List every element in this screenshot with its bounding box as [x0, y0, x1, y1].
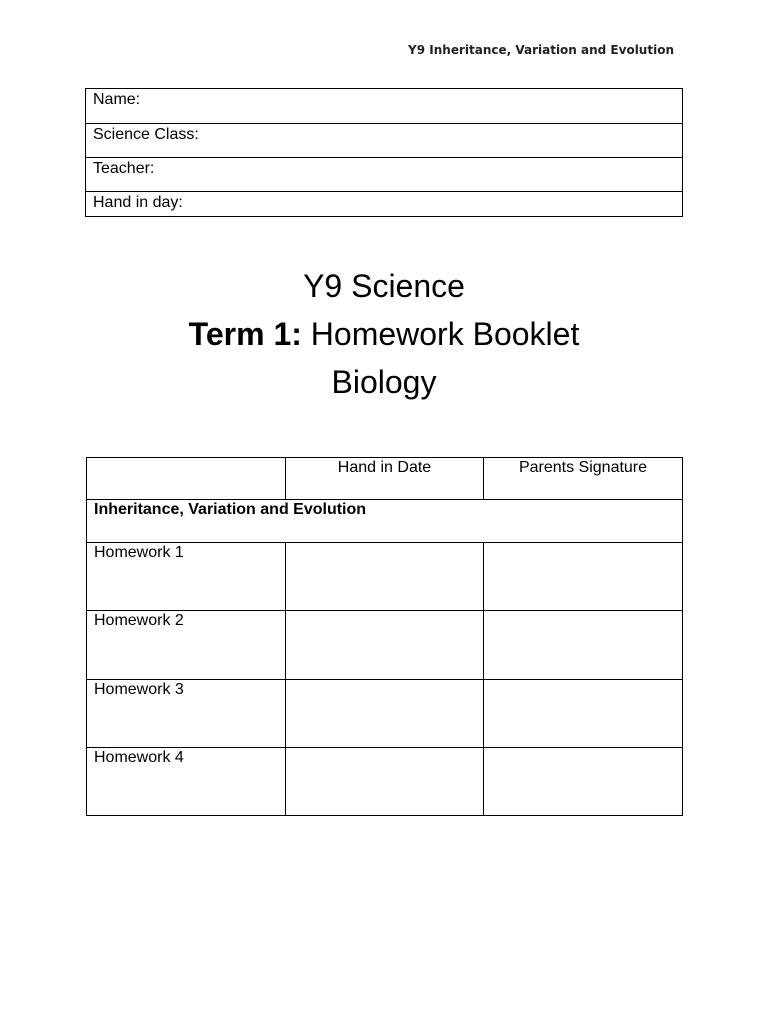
parents-signature-cell[interactable]	[484, 748, 683, 816]
title-line-1: Y9 Science	[303, 268, 465, 304]
header-cell-parents-signature: Parents Signature	[484, 458, 683, 500]
hand-in-day-field[interactable]	[86, 192, 683, 217]
parents-signature-cell[interactable]	[484, 543, 683, 611]
teacher-row	[86, 158, 683, 192]
parents-signature-cell[interactable]	[484, 680, 683, 748]
table-row	[87, 680, 683, 748]
table-row	[87, 543, 683, 611]
tracker-header-row	[87, 458, 683, 500]
name-label: Name:	[93, 91, 141, 108]
table-row	[87, 748, 683, 816]
tracker-section-row	[87, 500, 683, 543]
name-row	[86, 89, 683, 124]
title-line-2	[0, 310, 768, 358]
science-class-field[interactable]	[86, 124, 683, 158]
term-label: Term 1:	[188, 316, 302, 352]
hand-in-date-cell[interactable]	[286, 748, 484, 816]
homework-tracker-table	[86, 457, 683, 816]
science-class-label: Science Class:	[93, 126, 199, 143]
term-rest: Homework Booklet	[301, 316, 580, 352]
science-class-row	[86, 124, 683, 158]
header-cell-hand-in-date: Hand in Date	[286, 458, 484, 500]
header-cell-blank	[87, 458, 286, 500]
teacher-label: Teacher:	[93, 160, 155, 177]
homework-label: Homework 3	[87, 680, 286, 748]
hand-in-date-cell[interactable]	[286, 611, 484, 680]
homework-label: Homework 1	[87, 543, 286, 611]
running-header: Y9 Inheritance, Variation and Evolution	[408, 43, 674, 57]
teacher-field[interactable]	[86, 158, 683, 192]
hand-in-day-row	[86, 192, 683, 217]
name-field[interactable]	[86, 89, 683, 124]
student-info-table	[85, 88, 683, 217]
hand-in-day-label: Hand in day:	[93, 194, 183, 211]
homework-label: Homework 2	[87, 611, 286, 680]
title-line-3: Biology	[331, 364, 437, 400]
hand-in-date-cell[interactable]	[286, 543, 484, 611]
homework-label: Homework 4	[87, 748, 286, 816]
parents-signature-cell[interactable]	[484, 611, 683, 680]
table-row	[87, 611, 683, 680]
hand-in-date-cell[interactable]	[286, 680, 484, 748]
title-block	[0, 262, 768, 406]
section-title: Inheritance, Variation and Evolution	[87, 500, 683, 543]
